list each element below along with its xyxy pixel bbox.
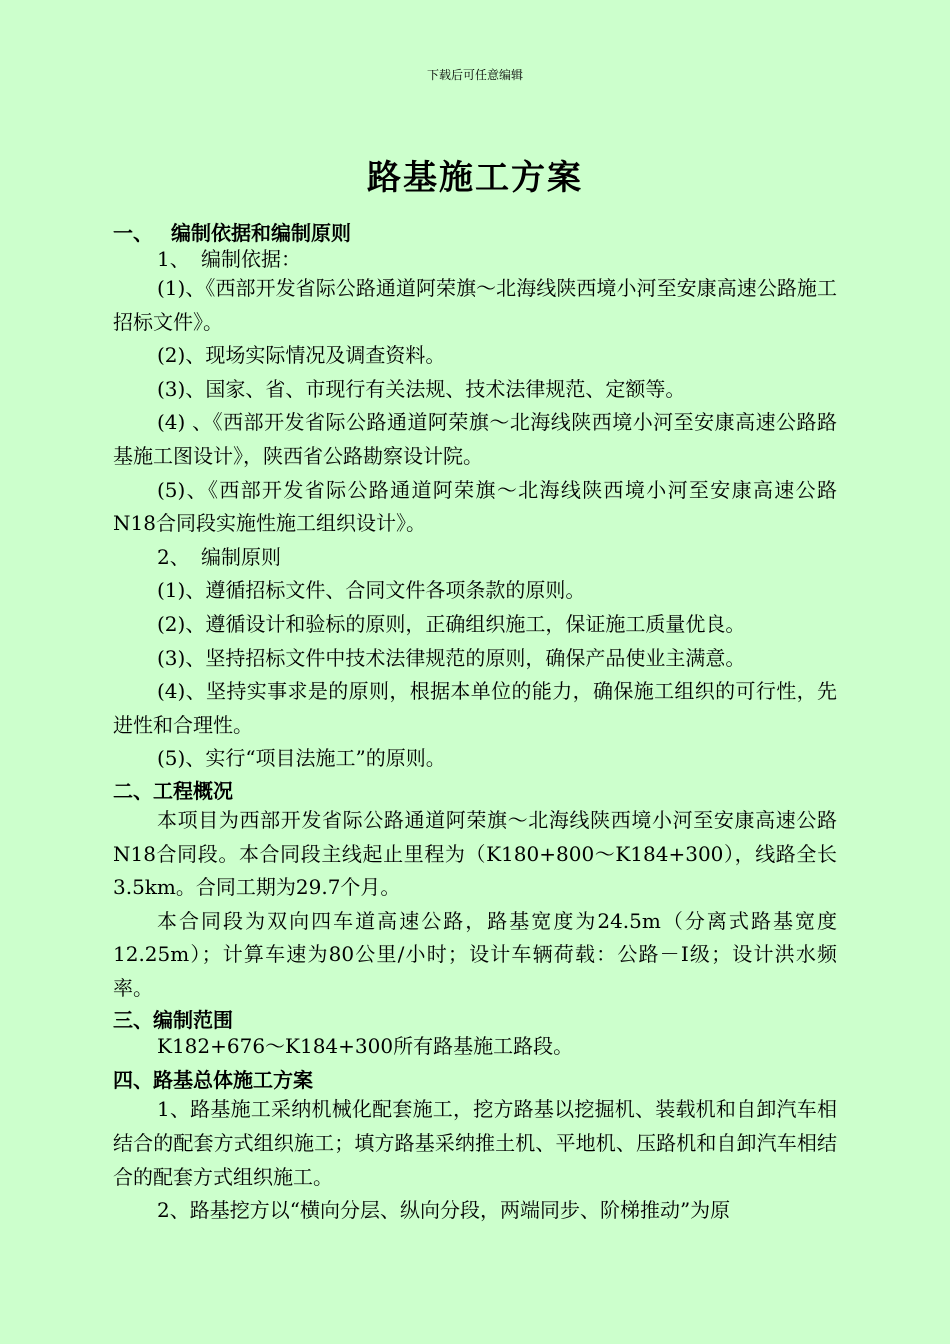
principle-item-2: (2)、遵循设计和验标的原则，正确组织施工，保证施工质量优良。 [157, 611, 746, 636]
document-body [113, 218, 837, 1228]
principle-item-5: (5)、实行“项目法施工”的原则。 [157, 746, 446, 771]
section-heading-2: 二、工程概况 [113, 778, 233, 803]
basis-item-1: (1)、《西部开发省际公路通道阿荣旗～北海线陕西境小河至安康高速公路施工招标文件》。 [113, 276, 837, 334]
principle-item-1: (1)、遵循招标文件、合同文件各项条款的原则。 [157, 578, 586, 603]
basis-item-4: (4) 、《西部开发省际公路通道阿荣旗～北海线陕西境小河至安康高速公路路基施工图设计》，陕西省公路勘察设计院。 [113, 410, 837, 468]
plan-paragraph-2: 2、路基挖方以“横向分层、纵向分段，两端同步、阶梯推动”为原 [157, 1198, 731, 1223]
subheading-principles: 2、 编制原则 [157, 544, 281, 569]
basis-item-3: (3)、国家、省、市现行有关法规、技术法律规范、定额等。 [157, 376, 686, 401]
basis-item-5: (5)、《西部开发省际公路通道阿荣旗～北海线陕西境小河至安康高速公路N18合同段实施性施工组织设计》。 [113, 477, 837, 536]
overview-paragraph-2: 本合同段为双向四车道高速公路，路基宽度为24.5m（分离式路基宽度12.25m）；计算车速为80公里/小时；设计车辆荷载：公路－Ⅰ级；设计洪水频率。 [113, 908, 837, 1000]
overview-paragraph-1: 本项目为西部开发省际公路通道阿荣旗～北海线陕西境小河至安康高速公路N18合同段。本合同段主线起止里程为（K180+800～K184+300），线路全长3.5km。合同工期为29.7个月。 [113, 807, 837, 900]
header-note: 下载后可任意编辑 [426, 68, 523, 82]
section-heading-1: 一、 编制依据和编制原则 [113, 221, 351, 245]
plan-paragraph-1: 1、路基施工采纳机械化配套施工，挖方路基以挖掘机、装载机和自卸汽车相结合的配套方式组织施工；填方路基采纳推土机、平地机、压路机和自卸汽车相结合的配套方式组织施工。 [113, 1097, 837, 1189]
subheading-basis: 1、 编制依据： [157, 247, 301, 271]
section-heading-3: 三、编制范围 [113, 1008, 233, 1033]
document-title: 路基施工方案 [367, 158, 583, 198]
section-heading-4: 四、路基总体施工方案 [113, 1068, 313, 1093]
principle-item-4: (4)、坚持实事求是的原则，根据本单位的能力，确保施工组织的可行性，先进性和合理性。 [113, 679, 837, 737]
principle-item-3: (3)、坚持招标文件中技术法律规范的原则，确保产品使业主满意。 [157, 645, 746, 670]
scope-paragraph: K182+676～K184+300所有路基施工路段。 [157, 1034, 574, 1059]
basis-item-2: (2)、现场实际情况及调查资料。 [157, 343, 446, 368]
